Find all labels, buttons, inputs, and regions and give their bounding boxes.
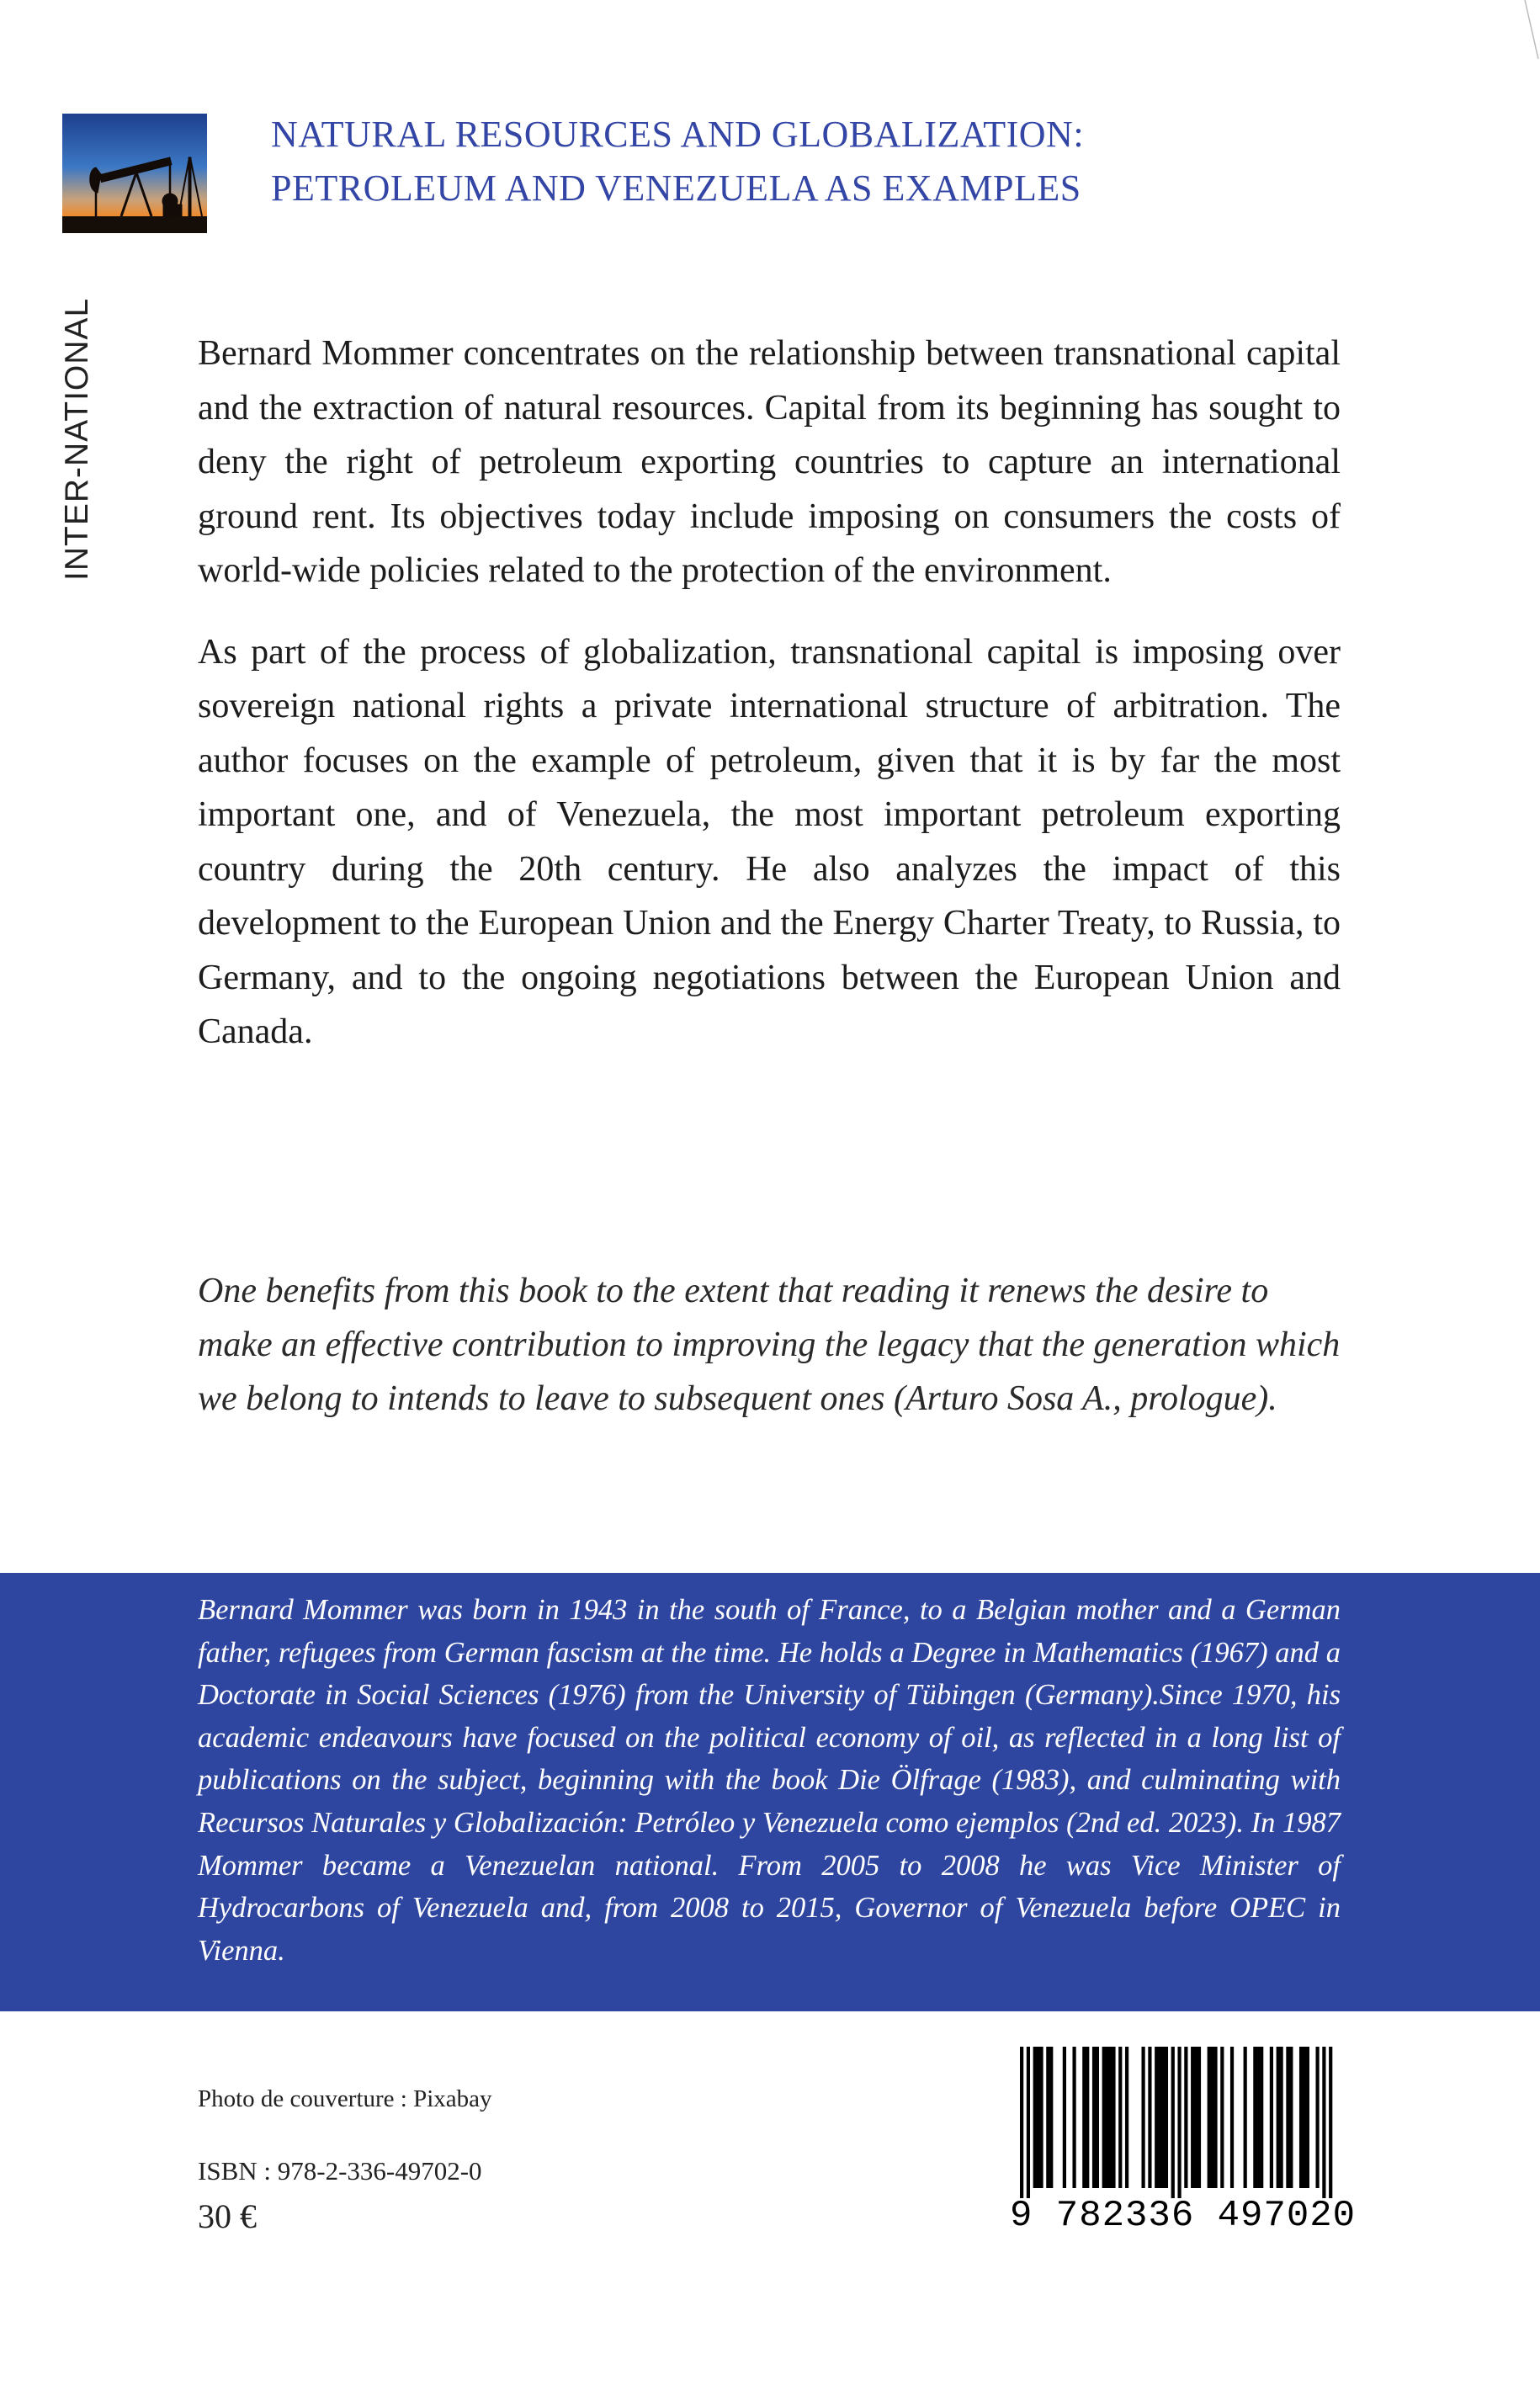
barcode-bar — [1299, 2047, 1303, 2188]
barcode-bar — [1158, 2047, 1161, 2188]
barcode-bar — [1329, 2047, 1332, 2198]
series-label-text: INTER-NATIONAL — [59, 297, 95, 581]
barcode-bar — [1082, 2047, 1086, 2188]
barcode-bar — [1118, 2047, 1122, 2188]
author-bio-text: Bernard Mommer was born in 1943 in the south of France, to a Belgian mother and a German father, refugees from German fascism at the time. He holds a Degree in Mathematics (1967) and a Doctorate in Social Sciences (1976) from the University of Tübingen (Germany).Since 1970, his academic endeavours have focused on the political economy of oil, as reflected in a long list of publications on the subject, beginning with the book Die Ölfrage (1983), and culminating with Recursos Naturales y Globalización: Petróleo y Venezuela como ejemplos (2nd ed. 2023). In 1987 Mommer became a Venezuelan national. From 2005 to 2008 he was Vice Minister of Hydrocarbons of Venezuela and, from 2008 to 2015, Governor of Venezuela before OPEC in Vienna. — [198, 1594, 1341, 1967]
barcode-bar — [1096, 2047, 1099, 2188]
barcode-bar — [1155, 2047, 1158, 2188]
barcode-bar — [1322, 2047, 1325, 2198]
barcode-digits: 9 782336 497020 — [1010, 2195, 1357, 2237]
barcode-bar — [1244, 2047, 1247, 2188]
barcode-bar — [1161, 2047, 1165, 2188]
barcode-bar — [1033, 2047, 1037, 2188]
barcode-bar — [1092, 2047, 1096, 2188]
prologue-quote-text: One benefits from this book to the extent that reading it renews the desire to make an effective contribution to improving the legacy that the generation which we belong to intends to leave to subsequent ones (Arturo Sosa A., prologue). — [198, 1272, 1341, 1418]
barcode-bar — [1177, 2047, 1181, 2198]
barcode-bar — [1046, 2047, 1049, 2188]
barcode-bar — [1125, 2047, 1128, 2188]
corner-trim-line — [1523, 0, 1540, 59]
barcode-bar — [1230, 2047, 1234, 2188]
barcode-bar — [1220, 2047, 1224, 2188]
barcode-bar — [1072, 2047, 1075, 2188]
barcode-bar — [1303, 2047, 1306, 2188]
barcode-bar — [1211, 2047, 1214, 2188]
barcode-bars — [1010, 2047, 1342, 2198]
book-title-line: NATURAL RESOURCES AND GLOBALIZATION: — [271, 114, 1085, 155]
barcode-bar — [1208, 2047, 1211, 2188]
barcode-bar — [1027, 2047, 1030, 2198]
cover-photo-thumbnail — [62, 114, 207, 233]
barcode-bar — [1256, 2047, 1260, 2188]
barcode-bar — [1148, 2047, 1151, 2188]
barcode-bar — [1165, 2047, 1168, 2188]
barcode-bar — [1194, 2047, 1197, 2188]
barcode-bar — [1315, 2047, 1319, 2188]
barcode-bar — [1020, 2047, 1023, 2198]
isbn-barcode — [1010, 2047, 1357, 2249]
barcode-bar — [1277, 2047, 1280, 2188]
barcode-bar — [1106, 2047, 1109, 2188]
barcode-bar — [1171, 2047, 1175, 2198]
barcode-bar — [1191, 2047, 1194, 2188]
barcode-bar — [1039, 2047, 1043, 2188]
barcode-bar — [1102, 2047, 1106, 2188]
barcode-bar — [1063, 2047, 1066, 2188]
book-title-line: PETROLEUM AND VENEZUELA AS EXAMPLES — [271, 167, 1081, 209]
barcode-bar — [1260, 2047, 1263, 2188]
barcode-bar — [1270, 2047, 1273, 2188]
barcode-bar — [1112, 2047, 1115, 2188]
barcode-bar — [1108, 2047, 1112, 2188]
description-paragraph: Bernard Mommer concentrates on the relationship between transnational capital and the extraction of natural resources. Capital from its beginning has sought to deny the right of petroleum exporting countries to capture an international ground rent. Its objectives today include imposing on consumers the costs of world-wide policies related to the protection of the environment. — [198, 334, 1341, 590]
description — [198, 327, 1341, 1086]
barcode-bar — [1289, 2047, 1293, 2188]
barcode-bar — [1280, 2047, 1283, 2188]
book-title — [271, 108, 1449, 215]
barcode-bar — [1197, 2047, 1201, 2188]
price: 30 € — [198, 2197, 257, 2235]
barcode-bar — [1049, 2047, 1053, 2188]
barcode-bar — [1306, 2047, 1309, 2188]
barcode-bar — [1037, 2047, 1040, 2188]
author-bio-band — [0, 1573, 1540, 2011]
barcode-bar — [1213, 2047, 1217, 2188]
barcode-bar — [1141, 2047, 1144, 2188]
oil-pump-silhouette-image — [62, 114, 207, 233]
description-paragraph: As part of the process of globalization, transnational capital is imposing over sovereign national rights a private international structure of arbitration. The author focuses on the example of petroleum, given that it is by far the most important one, and of Venezuela, the most important petroleum exporting country during the 20th century. He also analyzes the impact of this development to the European Union and the Energy Charter Treaty, to Russia, to Germany, and to the ongoing negotiations between the European Union and Canada. — [198, 632, 1341, 1051]
barcode-bar — [1184, 2047, 1187, 2188]
barcode-bar — [1286, 2047, 1289, 2188]
barcode-bar — [1086, 2047, 1089, 2188]
barcode-bar — [1253, 2047, 1256, 2188]
prologue-quote — [198, 1264, 1341, 1426]
isbn: ISBN : 978-2-336-49702-0 — [198, 2156, 482, 2186]
photo-credit: Photo de couverture : Pixabay — [198, 2085, 492, 2112]
